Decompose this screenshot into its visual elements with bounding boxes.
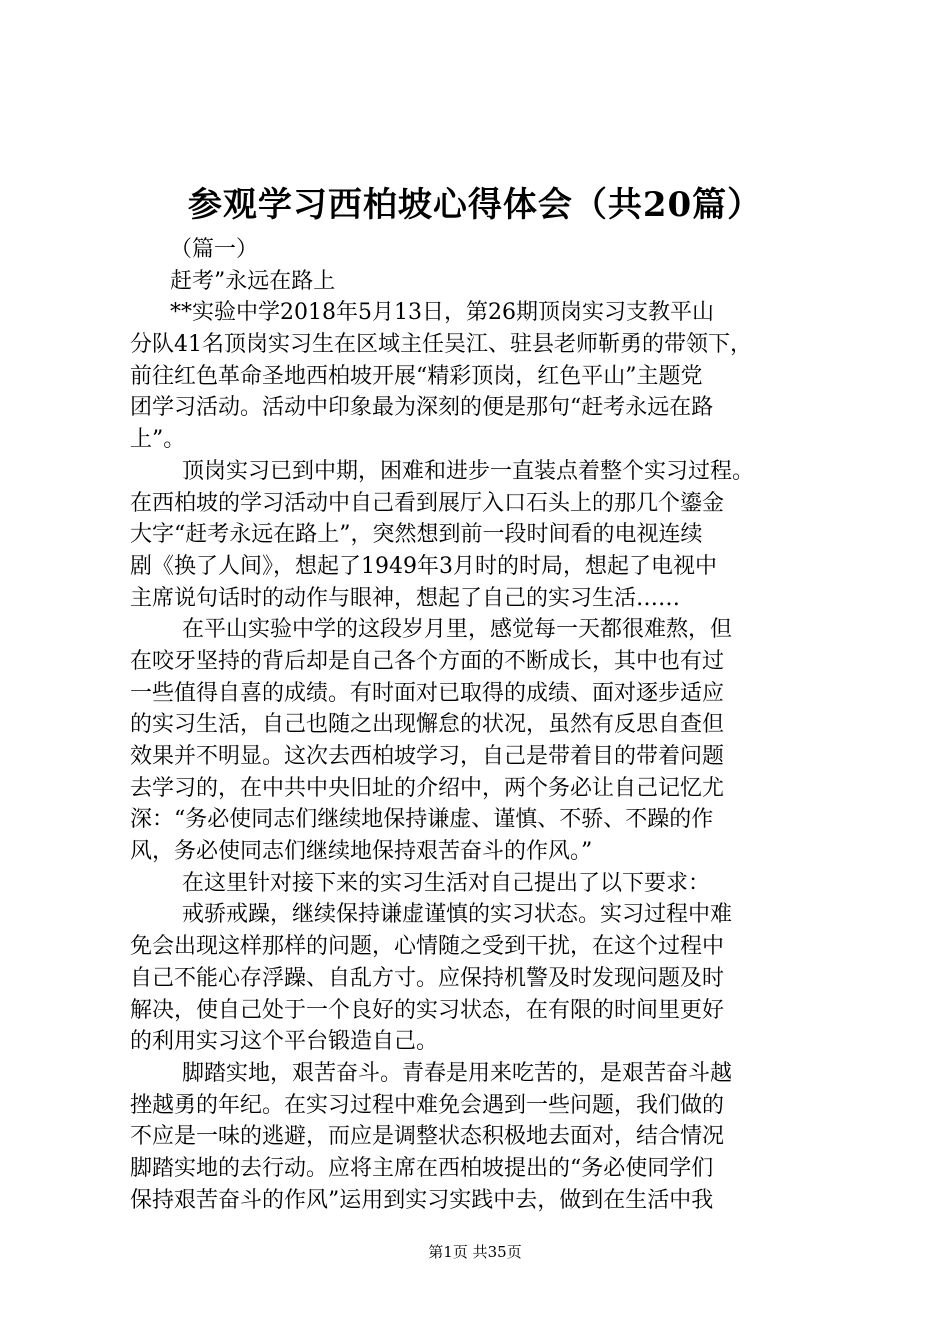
- paragraph-line: 在咬牙坚持的背后却是自己各个方面的不断成长，其中也有过: [130, 648, 725, 674]
- paragraph-line: 保持艰苦奋斗的作风”运用到实习实践中去，做到在生活中我: [130, 1187, 714, 1213]
- paragraph-line: 效果并不明显。这次去西柏坡学习，自己是带着目的带着问题: [130, 744, 725, 769]
- paragraph-line: 团学习活动。活动中印象最为深刻的便是那句“赶考永远在路: [130, 395, 714, 421]
- paragraph-line: 剧《换了人间》，想起了1949年3月时的时局，想起了电视中: [130, 553, 717, 579]
- paragraph-line: 在平山实验中学的这段岁月里，感觉每一天都很难熬，但: [182, 617, 733, 643]
- document-body: [130, 234, 830, 1216]
- section-subtitle: 赶考”永远在路上: [170, 268, 336, 294]
- section-heading: （篇一）: [170, 237, 259, 262]
- paragraph-line: 风，务必使同志们继续地保持艰苦奋斗的作风。”: [130, 839, 593, 865]
- page-number: 第1页 共35页: [428, 1243, 522, 1261]
- document-title: 参观学习西柏坡心得体会（共20篇）: [187, 185, 763, 225]
- paragraph-line: 顶岗实习已到中期，困难和进步一直装点着整个实习过程。: [182, 458, 755, 484]
- paragraph-line: 免会出现这样那样的问题，心情随之受到干扰，在这个过程中: [130, 934, 725, 960]
- paragraph-line: 深：“务必使同志们继续地保持谦虚、谨慎、不骄、不躁的作: [130, 807, 714, 833]
- paragraph-line: 不应是一味的逃避，而应是调整状态积极地去面对，结合情况: [130, 1124, 725, 1150]
- paragraph-line: 前往红色革命圣地西柏坡开展“精彩顶岗，红色平山”主题党: [130, 363, 703, 389]
- paragraph-line: 主席说句话时的动作与眼神，想起了自己的实习生活……: [130, 585, 681, 611]
- paragraph-line: 一些值得自喜的成绩。有时面对已取得的成绩、面对逐步适应: [130, 680, 725, 706]
- paragraph-line: 的利用实习这个平台锻造自己。: [130, 1029, 439, 1055]
- paragraph-line: 脚踏实地，艰苦奋斗。青春是用来吃苦的，是艰苦奋斗越: [182, 1060, 733, 1086]
- paragraph-line: **实验中学2018年5月13日，第26期顶岗实习支教平山: [170, 300, 714, 326]
- paragraph-line: 脚踏实地的去行动。应将主席在西柏坡提出的“务必使同学们: [130, 1155, 714, 1181]
- paragraph-line: 解决，使自己处于一个良好的实习状态，在有限的时间里更好: [130, 997, 725, 1023]
- paragraph-line: 分队41名顶岗实习生在区域主任吴江、驻县老师靳勇的带领下，: [130, 332, 752, 358]
- paragraph-line: 在西柏坡的学习活动中自己看到展厅入口石头上的那几个鎏金: [130, 490, 725, 516]
- paragraph-line: 上”。: [130, 427, 186, 453]
- paragraph-line: 去学习的，在中共中央旧址的介绍中，两个务必让自己记忆尤: [130, 775, 725, 801]
- paragraph-line: 挫越勇的年纪。在实习过程中难免会遇到一些问题，我们做的: [130, 1092, 725, 1118]
- paragraph-line: 的实习生活，自己也随之出现懈怠的状况，虽然有反思自查但: [130, 712, 725, 738]
- paragraph-line: 自己不能心存浮躁、自乱方寸。应保持机警及时发现问题及时: [130, 965, 725, 991]
- paragraph-line: 大字“赶考永远在路上”，突然想到前一段时间看的电视连续: [130, 522, 703, 548]
- paragraph-line: 在这里针对接下来的实习生活对自己提出了以下要求：: [182, 870, 711, 896]
- paragraph-line: 戒骄戒躁，继续保持谦虚谨慎的实习状态。实习过程中难: [182, 902, 733, 928]
